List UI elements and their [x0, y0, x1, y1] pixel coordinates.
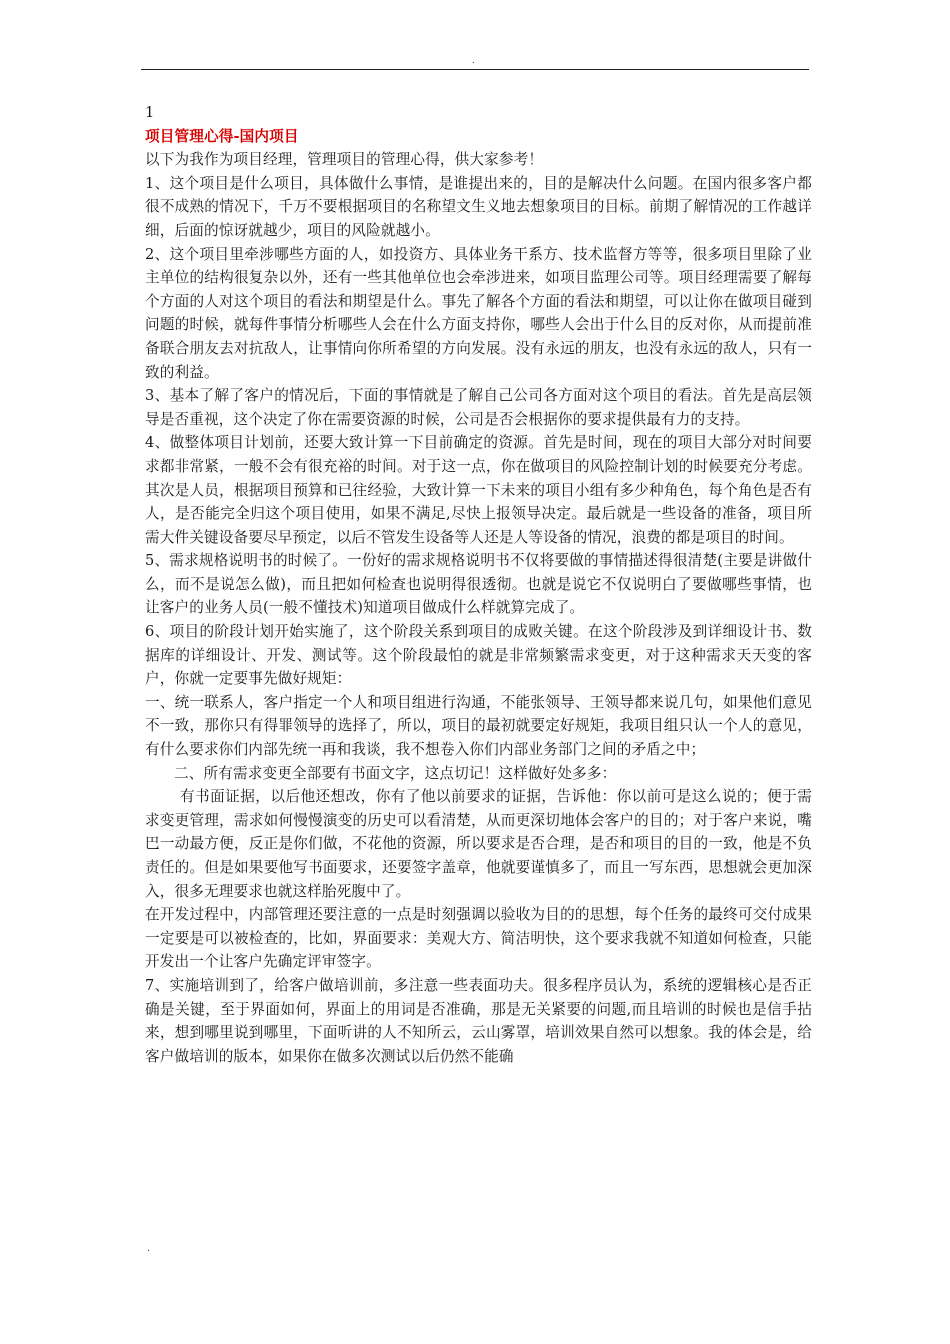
- rule-two-paragraph: 二、所有需求变更全部要有书面文字，这点切记！这样做好处多多：: [174, 764, 617, 782]
- rule-one-paragraph: 一、统一联系人，客户指定一个人和项目组进行沟通，不能张领导、王领导都来说几句，如果他们意见不一致，那你只有得罪领导的选择了，所以，项目的最初就要定好规矩，我项目组只认一个人的意见，有什么要求你们内部先统一再和我谈，我不想卷入你们内部业务部门之间的矛盾之中；: [145, 693, 812, 759]
- document-title: 项目管理心得-国内项目: [145, 127, 299, 145]
- rule-two-detail-paragraph: 有书面证据，以后他还想改，你有了他以前要求的证据，告诉他：你以前可是这么说的；便于需求变更管理，需求如何慢慢演变的历史可以看清楚，从而更深切地体会客户的目的；对于客户来说，嘴巴一动最方便，反正是你们做，不花他的资源，所以要求是否合理，是否和项目的目的一致，他是不负责任的。但是如果要他写书面要求，还要签字盖章，他就要谨慎多了，而且一写东西，思想就会更加深入，很多无理要求也就这样胎死腹中了。: [145, 788, 812, 900]
- header-rule: [141, 69, 809, 70]
- paragraph-1: 1、这个项目是什么项目，具体做什么事情，是谁提出来的，目的是解决什么问题。在国内很多客户都很不成熟的情况下，千万不要根据项目的名称望文生义地去想象项目的目标。前期了解情况的工作越详细，后面的惊讶就越少，项目的风险就越小。: [145, 174, 812, 239]
- paragraph-6: 6、项目的阶段计划开始实施了，这个阶段关系到项目的成败关键。在这个阶段涉及到详细设计书、数据库的详细设计、开发、测试等。这个阶段最怕的就是非常频繁需求变更，对于这种需求天天变的客户，你就一定要事先做好规矩：: [145, 623, 812, 688]
- paragraph-2: 2、这个项目里牵涉哪些方面的人，如投资方、具体业务干系方、技术监督方等等，很多项目里除了业主单位的结构很复杂以外，还有一些其他单位也会牵涉进来，如项目监理公司等。项目经理需要了解每个方面的人对这个项目的看法和期望是什么。事先了解各个方面的看法和期望，可以让你在做项目碰到问题的时候，就每件事情分析哪些人会在什么方面支持你，哪些人会出于什么目的反对你，从而提前准备联合朋友去对抗敌人，让事情向你所希望的方向发展。没有永远的朋友，也没有永远的敌人，只有一致的利益。: [145, 245, 812, 381]
- footer-mark: .: [147, 1243, 151, 1254]
- paragraph-3: 3、基本了解了客户的情况后，下面的事情就是了解自己公司各方面对这个项目的看法。首先是高层领导是否重视，这个决定了你在需要资源的时候，公司是否会根据你的要求提供最有力的支持。: [145, 387, 812, 428]
- paragraph-4: 4、做整体项目计划前，还要大致计算一下目前确定的资源。首先是时间，现在的项目大部分对时间要求都非常紧，一般不会有很充裕的时间。对于这一点，你在做项目的风险控制计划的时候要充分考虑。其次是人员，根据项目预算和已往经验，大致计算一下未来的项目小组有多少种角色，每个角色是否有人，是否能完全归这个项目使用，如果不满足,尽快上报领导决定。最后就是一些设备的准备，项目所需大件关键设备要尽早预定，以后不管发生设备等人还是人等设备的情况，浪费的都是项目的时间。: [145, 434, 812, 546]
- internal-management-paragraph: 在开发过程中，内部管理还要注意的一点是时刻强调以验收为目的的思想，每个任务的最终可交付成果一定要是可以被检查的，比如，界面要求：美观大方、简洁明快，这个要求我就不知道如何检查，只能开发出一个让客户先确定评审签字。: [145, 906, 812, 971]
- page-number: 1: [145, 104, 155, 121]
- paragraph-5: 5、需求规格说明书的时候了。一份好的需求规格说明书不仅将要做的事情描述得很清楚(主要是讲做什么，而不是说怎么做)，而且把如何检查也说明得很透彻。也就是说它不仅说明白了要做哪些事情，也让客户的业务人员(一般不懂技术)知道项目做成什么样就算完成了。: [145, 552, 812, 617]
- intro-paragraph: 以下为我作为项目经理，管理项目的管理心得，供大家参考！: [145, 151, 544, 169]
- document-body: [145, 101, 812, 1068]
- header-mark: .: [472, 56, 475, 66]
- paragraph-7: 7、实施培训到了，给客户做培训前，多注意一些表面功夫。很多程序员认为，系统的逻辑核心是否正确是关键，至于界面如何，界面上的用词是否准确，那是无关紧要的问题,而且培训的时候也是信手拈来，想到哪里说到哪里，下面听讲的人不知所云，云山雾罩，培训效果自然可以想象。我的体会是，给客户做培训的版本，如果你在做多次测试以后仍然不能确: [145, 976, 812, 1065]
